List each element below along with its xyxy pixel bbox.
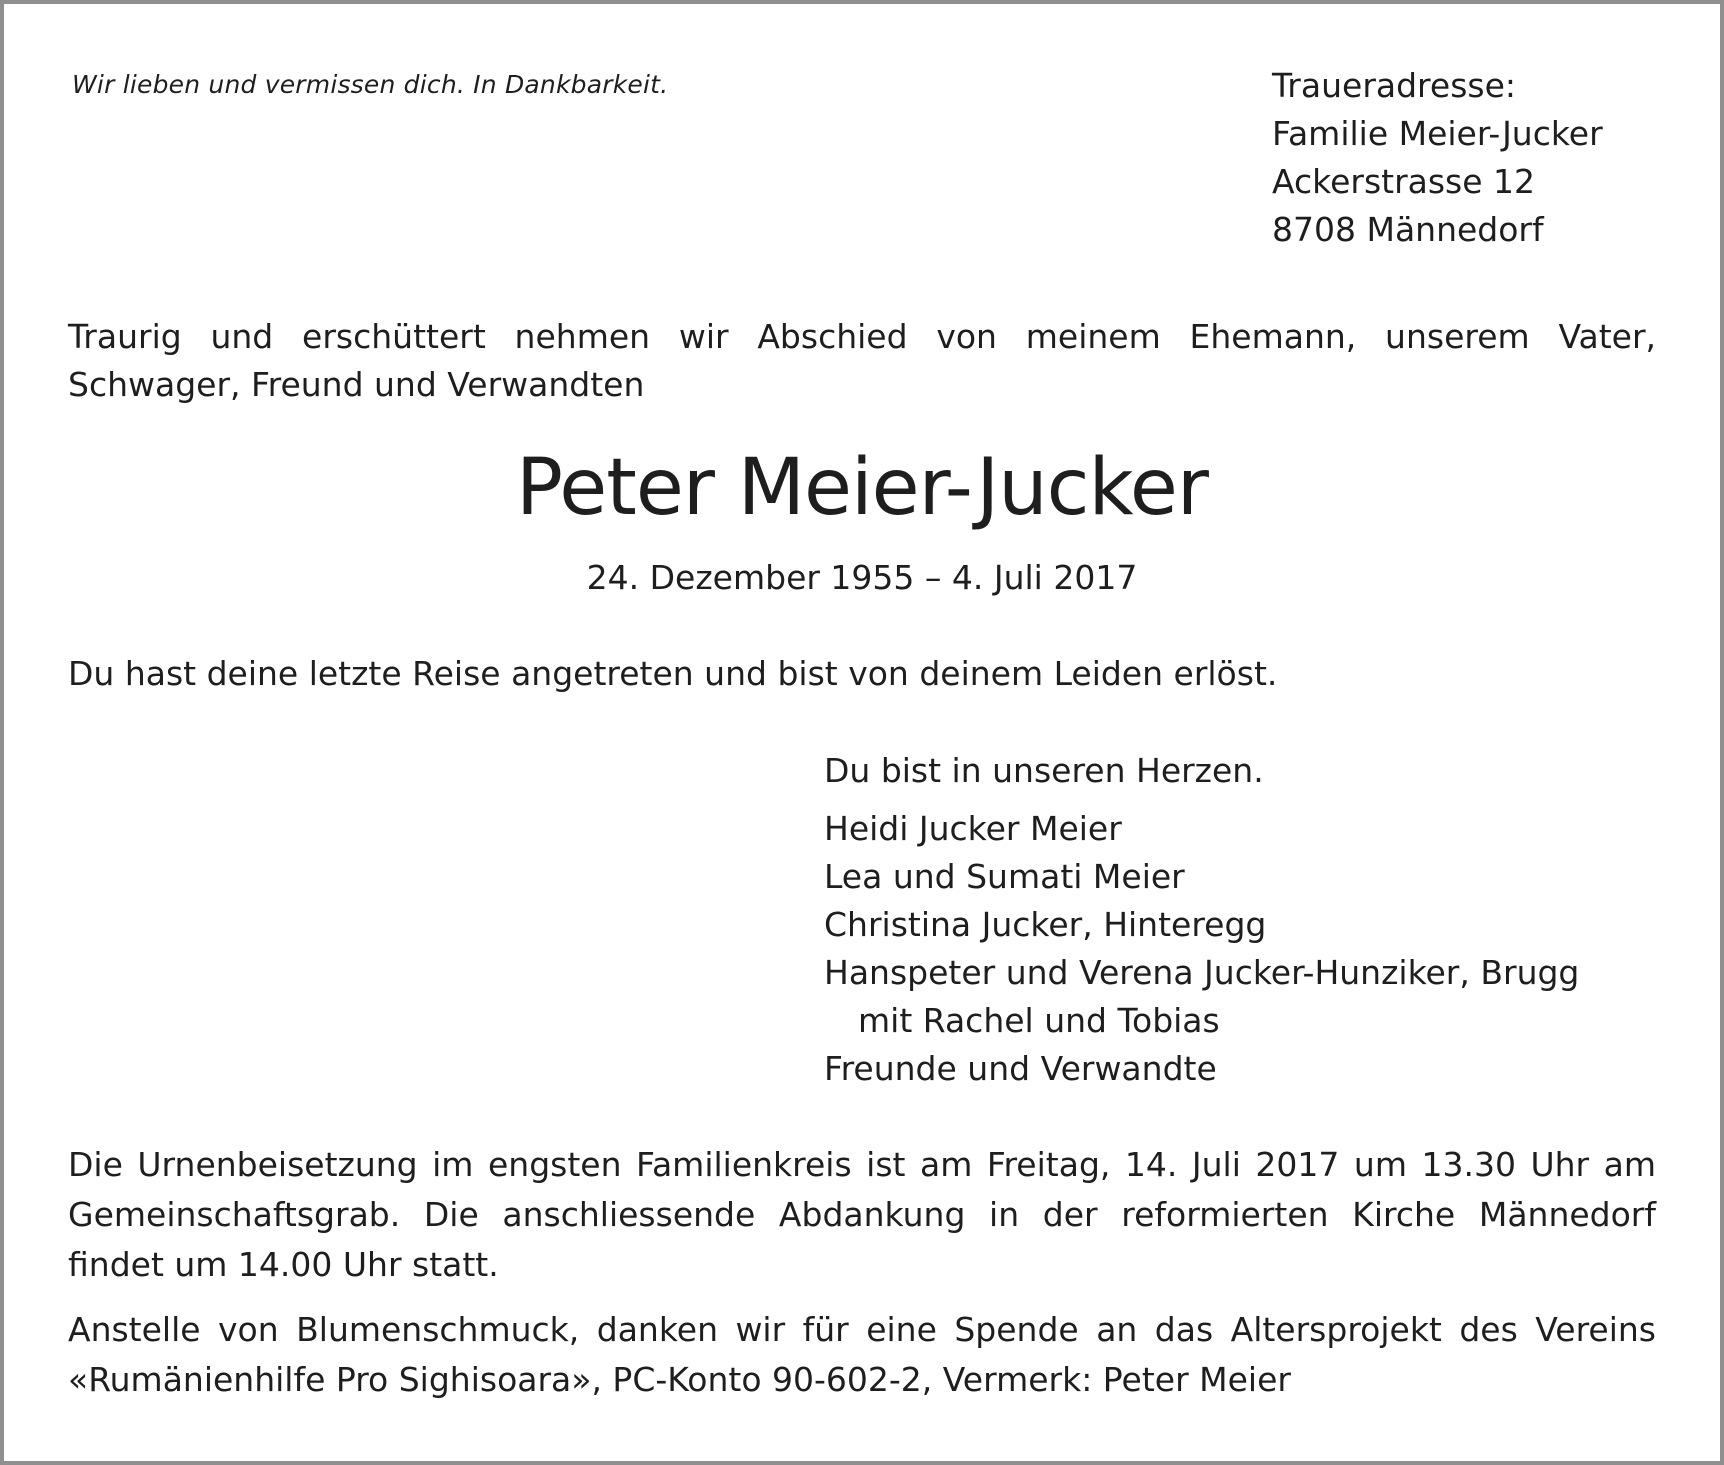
mourner-name: mit Rachel und Tobias [858,1001,1220,1040]
address-line: Ackerstrasse 12 [1272,162,1536,201]
address-heading: Traueradresse: [1272,66,1517,105]
life-dates: 24. Dezember 1955 – 4. Juli 2017 [586,558,1138,597]
burial-info: Die Urnenbeisetzung im engsten Familienkreis ist am Freitag, 14. Juli 2017 um 13.30 Uhr am Gemeinschaftsgrab. Die anschliessende Abdankung in der reformierten Kirche Männedorf findet um 14.00 Uhr statt. [68,1145,1656,1284]
deceased-name: Peter Meier-Jucker [516,443,1208,533]
donation-info: Anstelle von Blumenschmuck, danken wir für eine Spende an das Altersprojekt des Vereins «Rumänienhilfe Pro Sighisoara», PC-Konto 90-602-2, Vermerk: Peter Meier [68,1310,1656,1399]
mourner-name: Christina Jucker, Hinteregg [824,905,1267,944]
motto-text: Wir lieben und vermissen dich. In Dankbarkeit. [72,70,669,99]
address-line: Familie Meier-Jucker [1272,114,1603,153]
mourning-address [1272,62,1702,254]
address-line: 8708 Männedorf [1272,210,1544,249]
mourner-name: Freunde und Verwandte [824,1049,1217,1088]
mourner-name: Hanspeter und Verena Jucker-Hunziker, Brugg [824,953,1580,992]
mourner-name: Heidi Jucker Meier [824,809,1122,848]
farewell-line: Du hast deine letzte Reise angetreten und bist von deinem Leiden erlöst. [68,654,1278,693]
intro-text: Traurig und erschüttert nehmen wir Abschied von meinem Ehemann, unserem Vater, Schwager, Freund und Verwandten [68,317,1656,404]
mourners-block [824,747,1579,1093]
mourner-name: Lea und Sumati Meier [824,857,1185,896]
heart-line: Du bist in unseren Herzen. [824,751,1264,790]
